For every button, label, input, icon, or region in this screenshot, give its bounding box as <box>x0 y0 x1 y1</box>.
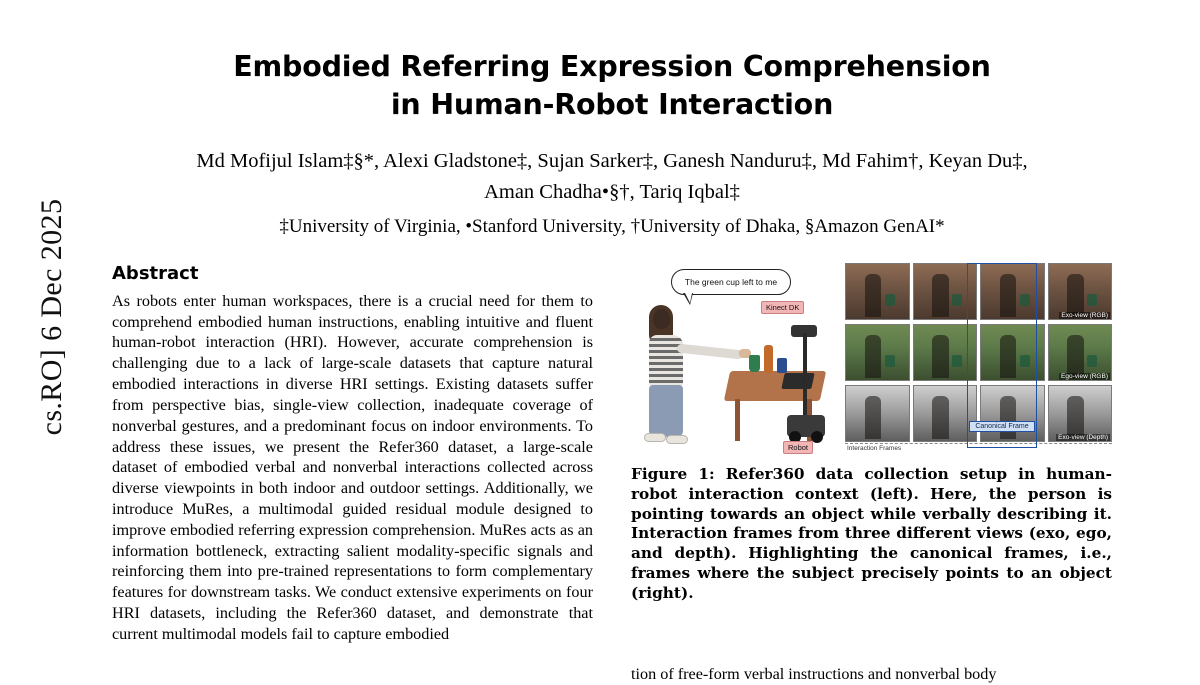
paper-page <box>112 0 1112 683</box>
frame-cell <box>845 263 910 320</box>
target-object <box>885 355 895 367</box>
target-object <box>952 355 962 367</box>
kinect-label-tag: Kinect DK <box>761 301 804 314</box>
table-leg-left <box>735 399 740 441</box>
affiliation-line: ‡University of Virginia, •Stanford University, †University of Dhaka, §Amazon GenAI* <box>279 216 945 238</box>
right-column <box>631 263 1112 685</box>
laptop-object <box>781 373 814 389</box>
robot-label-tag: Robot <box>783 441 813 454</box>
person-silhouette <box>932 396 948 439</box>
interaction-frames-label: Interaction Frames <box>847 444 902 452</box>
person-silhouette <box>932 335 948 378</box>
person-silhouette <box>865 335 881 378</box>
person-shoe-right <box>666 435 688 444</box>
canonical-frame-label: Canonical Frame <box>969 421 1035 432</box>
speech-bubble: The green cup left to me <box>671 269 791 295</box>
robot-wheel-right <box>811 431 823 443</box>
author-list <box>112 146 1112 208</box>
person-legs <box>649 385 683 437</box>
abstract-heading: Abstract <box>112 262 199 284</box>
figure-left-illustration <box>631 263 839 455</box>
target-object <box>952 294 962 306</box>
person-silhouette <box>865 396 881 439</box>
figure-1 <box>631 263 1112 604</box>
target-object <box>885 294 895 306</box>
ego-rgb-row-label: Ego-view (RGB) <box>1061 372 1108 380</box>
person-pointing-arm <box>677 343 744 359</box>
figure-1-image <box>631 263 1112 455</box>
figure-caption-label: Figure 1: <box>631 464 715 483</box>
arxiv-vertical-stamp: cs.RO] 6 Dec 2025 <box>35 198 68 436</box>
left-column <box>112 263 593 685</box>
person-silhouette <box>1067 335 1083 378</box>
person-silhouette <box>1067 396 1083 439</box>
two-column-body <box>112 263 1112 685</box>
robot-pole <box>803 333 807 421</box>
target-object <box>1087 355 1097 367</box>
frame-cell <box>845 324 910 381</box>
person-silhouette <box>865 274 881 317</box>
paper-title-line1: Embodied Referring Expression Comprehension <box>233 50 991 83</box>
person-head <box>653 309 670 329</box>
figure-caption-text: Refer360 data collection setup in human-robot interaction context (left). Here, the person is pointing towards an object while verbally describing it. Interaction frames from three different views (exo, ego, and depth). Highlighting the canonical frames, i.e., frames where the subject precisely points to an object (right). <box>631 464 1112 603</box>
author-line-1: Md Mofijul Islam‡§*, Alexi Gladstone‡, Sujan Sarker‡, Ganesh Nanduru‡, Md Fahim†, Keyan Du‡, <box>196 149 1028 172</box>
author-line-2: Aman Chadha•§†, Tariq Iqbal‡ <box>484 180 740 203</box>
figure-right-frames <box>845 263 1112 455</box>
figure-1-caption <box>631 465 1112 604</box>
person-torso <box>649 335 683 387</box>
person-silhouette <box>1067 274 1083 317</box>
person-silhouette <box>932 274 948 317</box>
green-cup-object <box>749 355 760 372</box>
paper-title-line2: in Human-Robot Interaction <box>390 87 834 121</box>
bottle-object <box>764 345 773 373</box>
person-shoe-left <box>644 433 666 442</box>
right-column-body-text: tion of free-form verbal instructions and nonverbal body <box>631 664 997 683</box>
blue-cup-object <box>777 358 787 373</box>
frame-cell <box>845 385 910 442</box>
abstract-text: As robots enter human workspaces, there is a crucial need for them to comprehend embodied human instructions, enabling intuitive and fluent human-robot interaction (HRI). However, accurate comprehension is challenging due to a lack of large-scale datasets that capture natural embodied interactions in diverse HRI settings. Existing datasets suffer from perspective bias, single-view collection, inadequate coverage of nonverbal gestures, and a predominant focus on indoor environments. To address these issues, we present the Refer360 dataset, a large-scale dataset of embodied verbal and nonverbal interactions collected across diverse viewpoints in both indoor and outdoor settings. Additionally, we introduce MuRes, a multimodal guided residual module designed to improve embodied referring expression comprehension. MuRes acts as an information bottleneck, extracting salient modality-specific signals and reinforcing them into pre-trained representations to form complementary features for downstream tasks. We conduct extensive experiments on four HRI datasets, including the Refer360 dataset, and demonstrate that current multimodal models fail to capture embodied <box>112 291 593 643</box>
exo-depth-row-label: Exo-view (Depth) <box>1058 433 1108 441</box>
target-object <box>1087 294 1097 306</box>
page-title <box>112 48 1112 124</box>
title-block <box>112 0 1112 241</box>
speech-bubble-tail <box>683 293 693 305</box>
exo-rgb-row-label: Exo-view (RGB) <box>1061 311 1108 319</box>
